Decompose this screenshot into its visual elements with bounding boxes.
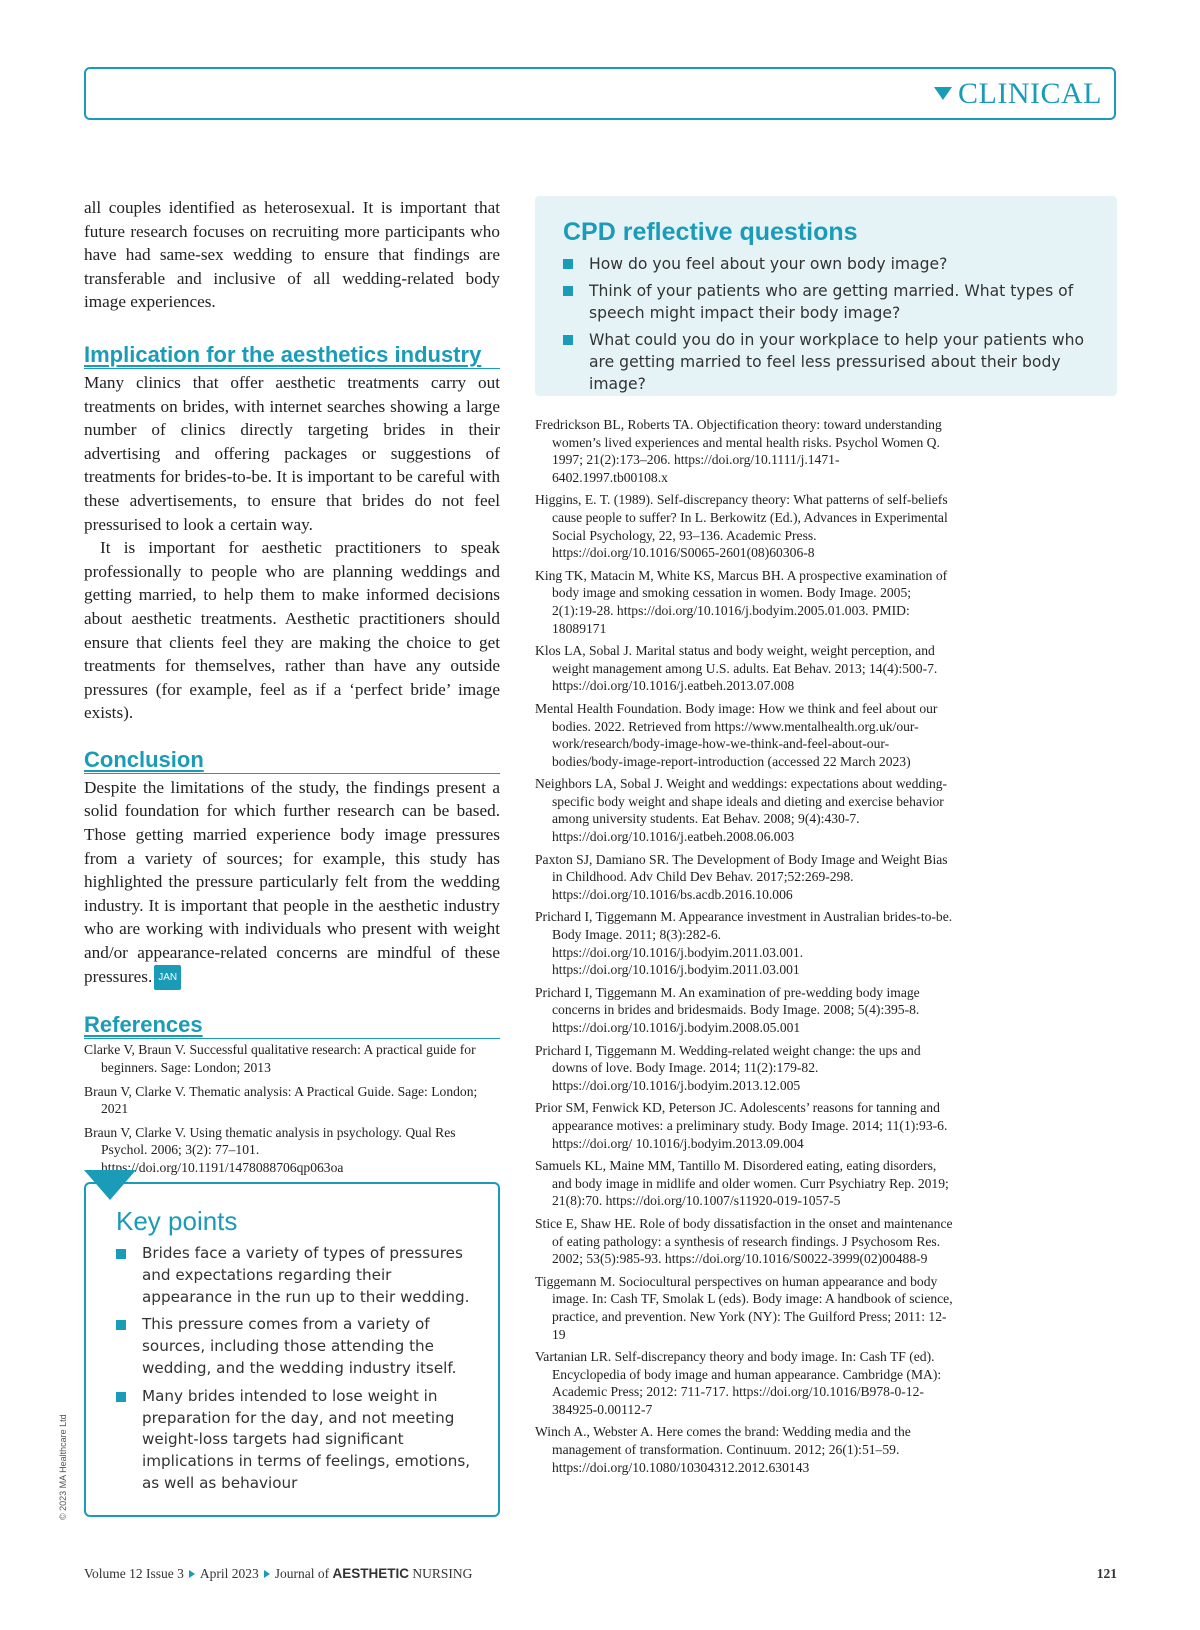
copyright-notice: © 2023 MA Healthcare Ltd bbox=[58, 1414, 68, 1520]
reference-item: Winch A., Webster A. Here comes the brand: Wedding media and the management of transformation. Continuum. 2012; 26(1):51–59. https://doi.org/10.1080/10304312.2012.630143 bbox=[535, 1424, 911, 1475]
conclusion-heading: Conclusion bbox=[84, 747, 500, 774]
cpd-box bbox=[535, 196, 1117, 396]
implication-heading: Implication for the aesthetics industry bbox=[84, 342, 500, 369]
key-point-item: This pressure comes from a variety of sources, including those attending the wedding, and the wedding industry itself. bbox=[116, 1314, 478, 1379]
reference-item: King TK, Matacin M, White KS, Marcus BH. A prospective examination of body image and smoking cessation in women. Body Image. 2005; 2(1):19-28. https://doi.org/10.1016/j.bodyim.2005.01.003. PMID: 18089171 bbox=[535, 567, 948, 636]
cpd-item: How do you feel about your own body image? bbox=[563, 253, 1097, 275]
cpd-title: CPD reflective questions bbox=[563, 218, 858, 246]
left-reference-list bbox=[84, 1041, 500, 1176]
cpd-list bbox=[535, 253, 1117, 395]
key-points-list bbox=[86, 1243, 498, 1495]
right-column bbox=[535, 416, 955, 1481]
reference-item: Clarke V, Braun V. Successful qualitative research: A practical guide for beginners. Sage: London; 2013 bbox=[84, 1042, 476, 1076]
square-bullet-icon bbox=[563, 259, 573, 269]
key-point-item: Many brides intended to lose weight in preparation for the day, and not meeting weight-loss targets had significant implications in terms of feelings, emotions, as well as behaviour bbox=[116, 1386, 478, 1495]
key-points-box bbox=[84, 1182, 500, 1517]
reference-item: Samuels KL, Maine MM, Tantillo M. Disordered eating, eating disorders, and body image in midlife and older women. Curr Psychiatry Rep. 2019; 21(8):70. https://doi.org/10.1007/s11920-019-1057-5 bbox=[535, 1158, 949, 1209]
reference-item: Higgins, E. T. (1989). Self-discrepancy theory: What patterns of self-beliefs cause people to suffer? In L. Berkowitz (Ed.), Advances in Experimental Social Psychology, 22, 93–136. Academic Press. https://doi.org/10.1016/S0065-2601(08)60306-8 bbox=[535, 492, 948, 561]
footer-volume: Volume 12 Issue 3 bbox=[84, 1566, 184, 1581]
header-bar bbox=[84, 67, 1116, 120]
reference-item: Prichard I, Tiggemann M. An examination of pre-wedding body image concerns in brides and bridesmaids. Body Image. 2008; 5(4):395-8. https://doi.org/10.1016/j.bodyim.2008.05.001 bbox=[535, 984, 920, 1035]
section-label: CLINICAL bbox=[934, 77, 1102, 111]
cpd-item: Think of your patients who are getting married. What types of speech might impact their body image? bbox=[563, 280, 1097, 324]
square-bullet-icon bbox=[116, 1392, 126, 1402]
conclusion-paragraph: Despite the limitations of the study, the findings present a solid foundation for which further research can be based. Those getting married experience body image pressures from a variety of sources; for example, this study has highlighted the pressure particularly felt from the wedding industry. It is important that people in the aesthetic industry who are working with individuals who present with weight and/or appearance-related concerns are mindful of these pressures. JAN bbox=[84, 776, 500, 991]
footer bbox=[84, 1566, 472, 1582]
implication-paragraph-2: It is important for aesthetic practitioners to speak professionally to people who are planning weddings and getting married, to help them to make informed decisions about aesthetic treatments. Aesthetic practitioners should ensure that clients feel they are making the choice to get treatments for themselves, rather than have any outside pressures (for example, feel as if a ‘perfect bride’ image exists). bbox=[84, 538, 500, 723]
key-points-triangle-icon bbox=[84, 1170, 136, 1200]
reference-item: Mental Health Foundation. Body image: How we think and feel about our bodies. 2022. Retrieved from https://www.mentalhealth.org.uk/our-work/research/body-image-how-we-think-and-feel-about-our-bodies/body-image-report-introduction (accessed 22 March 2023) bbox=[535, 700, 938, 769]
implication-paragraph-1: Many clinics that offer aesthetic treatments carry out treatments on brides, with internet searches showing a large number of clinics directly targeting brides in their advertising and offering packages or suggestions of treatments for brides-to-be. It is important to be careful with these advertisements, to ensure that brides do not feel pressurised to look a certain way. bbox=[84, 372, 500, 534]
footer-date: April 2023 bbox=[199, 1566, 259, 1581]
reference-item: Fredrickson BL, Roberts TA. Objectification theory: toward understanding women’s lived experiences and mental health risks. Psychol Women Q. 1997; 21(2):173–206. https://doi.org/10.1111/j.1471-6402.1997.tb00108.x bbox=[535, 417, 942, 485]
key-points-title: Key points bbox=[116, 1206, 238, 1236]
left-column bbox=[84, 196, 500, 1183]
page-number: 121 bbox=[1096, 1566, 1117, 1581]
reference-item: Prior SM, Fenwick KD, Peterson JC. Adolescents’ reasons for tanning and appearance motives: a preliminary study. Body Image. 2014; 11(1):93-6. https://doi.org/ 10.1016/j.bodyim.2013.09.004 bbox=[535, 1100, 948, 1151]
reference-item: Vartanian LR. Self-discrepancy theory and body image. In: Cash TF (ed). Encyclopedia of body image and human appearance. Cambridge (MA): Academic Press; 2012: 711-717. https://doi.org/10.1016/B978-0-12-384925-0.00112-7 bbox=[535, 1349, 942, 1417]
references-heading: References bbox=[84, 1012, 500, 1039]
reference-item: Braun V, Clarke V. Using thematic analysis in psychology. Qual Res Psychol. 2006; 3(2): 77–101. https://doi.org/10.1191/1478088706qp063oa bbox=[84, 1124, 456, 1176]
reference-item: Prichard I, Tiggemann M. Wedding-related weight change: the ups and downs of love. Body Image. 2014; 11(2):179-82. https://doi.org/10.1016/j.bodyim.2013.12.005 bbox=[535, 1042, 921, 1093]
arrow-right-icon bbox=[189, 1570, 195, 1578]
reference-item: Klos LA, Sobal J. Marital status and body weight, weight perception, and weight management among U.S. adults. Eat Behav. 2013; 14(4):500-7. https://doi.org/10.1016/j.eatbeh.2013.07.008 bbox=[535, 643, 938, 694]
reference-item: Neighbors LA, Sobal J. Weight and weddings: expectations about wedding-specific body weight and shape ideals and dieting and exercise behavior among university students. Eat Behav. 2008; 9(4):430-7. https://doi.org/10.1016/j.eatbeh.2008.06.003 bbox=[535, 776, 948, 845]
reference-item: Stice E, Shaw HE. Role of body dissatisfaction in the onset and maintenance of eating pathology: a synthesis of research findings. J Psychosom Res. 2002; 53(5):985-93. https://doi.org/10.1016/S0022-3999(02)00488-9 bbox=[535, 1215, 953, 1267]
footer-journal-prefix: Journal of bbox=[274, 1566, 330, 1581]
key-point-item: Brides face a variety of types of pressures and expectations regarding their appearance in the run up to their wedding. bbox=[116, 1243, 478, 1308]
reference-item: Braun V, Clarke V. Thematic analysis: A Practical Guide. Sage: London; 2021 bbox=[84, 1083, 478, 1117]
right-reference-list bbox=[535, 416, 955, 1476]
footer-journal-suffix: NURSING bbox=[412, 1566, 473, 1581]
footer-journal-bold: AESTHETIC bbox=[332, 1566, 410, 1581]
journal-badge: JAN bbox=[154, 965, 181, 991]
arrow-right-icon bbox=[264, 1570, 270, 1578]
cpd-item: What could you do in your workplace to help your patients who are getting married to feel less pressurised about their body image? bbox=[563, 329, 1097, 395]
square-bullet-icon bbox=[116, 1320, 126, 1330]
reference-item: Paxton SJ, Damiano SR. The Development of Body Image and Weight Bias in Childhood. Adv Child Dev Behav. 2017;52:269-298. https://doi.org/10.1016/bs.acdb.2016.10.006 bbox=[535, 851, 948, 902]
reference-item: Tiggemann M. Sociocultural perspectives on human appearance and body image. In: Cash TF, Smolak L (eds). Body image: A handbook of science, practice, and prevention. New York (NY): The Guilford Press; 2011: 12-19 bbox=[535, 1273, 953, 1342]
reference-item: Prichard I, Tiggemann M. Appearance investment in Australian brides-to-be. Body Image. 2011; 8(3):282-6. https://doi.org/10.1016/j.bodyim.2011.03.001. https://doi.org/10.1016/j.bodyim.2011.03.001 bbox=[535, 909, 953, 978]
square-bullet-icon bbox=[563, 335, 573, 345]
square-bullet-icon bbox=[116, 1249, 126, 1259]
square-bullet-icon bbox=[563, 286, 573, 296]
triangle-down-icon bbox=[934, 87, 952, 100]
intro-paragraph: all couples identified as heterosexual. It is important that future research focuses on recruiting more participants who have had same-sex wedding to ensure that findings are transferable and inclusive of all wedding-related body image experiences. bbox=[84, 198, 500, 312]
